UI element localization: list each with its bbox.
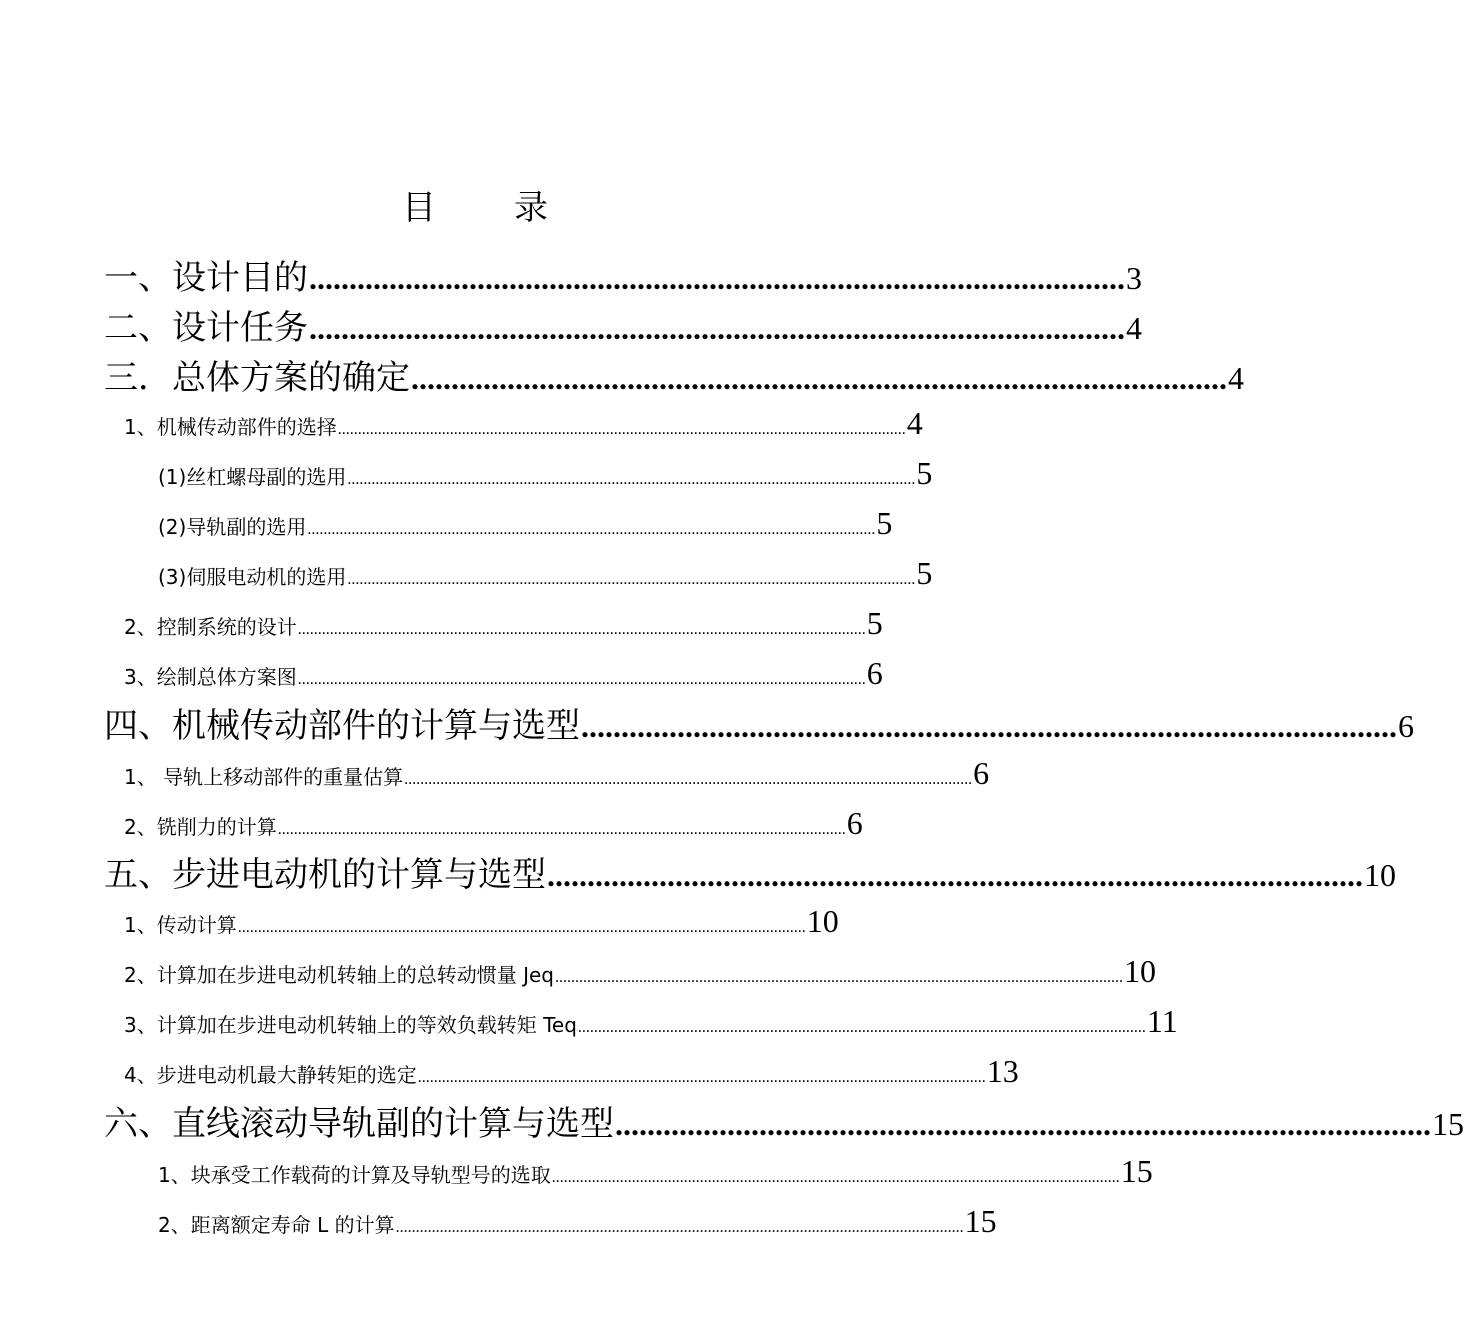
toc-leader-dots: ...................................................................................................... bbox=[411, 360, 1227, 396]
toc-entry[interactable] bbox=[124, 953, 1156, 990]
toc-entry-text: (1)丝杠螺母副的选用 bbox=[158, 465, 347, 489]
toc-entry[interactable] bbox=[124, 655, 883, 692]
toc-entry-page: 11 bbox=[1146, 1003, 1178, 1039]
toc-entry-page: 13 bbox=[986, 1053, 1019, 1089]
toc-entry-text: 一、设计目的 bbox=[104, 258, 308, 298]
toc-entry[interactable] bbox=[104, 250, 1142, 299]
toc-entry-text: 2、铣削力的计算 bbox=[124, 815, 277, 839]
toc-entry-text: 五、步进电动机的计算与选型 bbox=[104, 855, 546, 895]
toc-leader-dots: ...................................................................................................... bbox=[309, 310, 1125, 346]
toc-entry-page: 6 bbox=[846, 805, 863, 841]
toc-entry-page: 4 bbox=[906, 405, 923, 441]
toc-leader-dots: .............................................................................................................................................. bbox=[237, 919, 806, 936]
toc-leader-dots: .............................................................................................................................................. bbox=[404, 771, 973, 788]
toc-entry[interactable] bbox=[158, 505, 893, 542]
toc-entry-text: 2、控制系统的设计 bbox=[124, 615, 297, 639]
toc-entry-page: 6 bbox=[973, 755, 990, 791]
toc-entry-page: 5 bbox=[876, 505, 893, 541]
toc-leader-dots: .............................................................................................................................................. bbox=[347, 571, 916, 588]
toc-leader-dots: .............................................................................................................................................. bbox=[297, 671, 866, 688]
toc-leader-dots: .............................................................................................................................................. bbox=[554, 969, 1123, 986]
toc-entry[interactable] bbox=[104, 350, 1244, 399]
toc-entry-page: 10 bbox=[1123, 953, 1156, 989]
toc-entry-page: 6 bbox=[1398, 708, 1414, 744]
toc-leader-dots: .............................................................................................................................................. bbox=[307, 521, 876, 538]
toc-entry[interactable] bbox=[158, 555, 933, 592]
toc-entry-page: 3 bbox=[1126, 260, 1142, 296]
toc-entry-page: 6 bbox=[866, 655, 883, 691]
toc-title-char-2: 录 bbox=[514, 188, 548, 228]
toc-entry-page: 15 bbox=[1432, 1106, 1464, 1142]
toc-entry-page: 10 bbox=[1364, 857, 1396, 893]
toc-leader-dots: ...................................................................................................... bbox=[547, 857, 1363, 893]
toc-entry-text: 2、距离额定寿命 L 的计算 bbox=[158, 1213, 395, 1237]
toc-entry-page: 4 bbox=[1126, 310, 1142, 346]
toc-leader-dots: .............................................................................................................................................. bbox=[417, 1069, 986, 1086]
toc-entry[interactable] bbox=[158, 1203, 997, 1240]
toc-leader-dots: .............................................................................................................................................. bbox=[337, 421, 906, 438]
toc-entry-page: 15 bbox=[964, 1203, 997, 1239]
toc-leader-dots: ...................................................................................................... bbox=[581, 708, 1397, 744]
toc-entry-page: 15 bbox=[1120, 1153, 1153, 1189]
toc-leader-dots: .............................................................................................................................................. bbox=[347, 471, 916, 488]
toc-entry-text: (2)导轨副的选用 bbox=[158, 515, 307, 539]
toc-entry[interactable] bbox=[124, 1003, 1178, 1040]
toc-entry[interactable] bbox=[124, 755, 990, 792]
toc-entry-page: 5 bbox=[866, 605, 883, 641]
toc-entry-text: 1、机械传动部件的选择 bbox=[124, 415, 337, 439]
toc-entry[interactable] bbox=[158, 455, 933, 492]
toc-entry[interactable] bbox=[124, 1053, 1019, 1090]
toc-entry[interactable] bbox=[124, 605, 883, 642]
toc-leader-dots: ...................................................................................................... bbox=[309, 260, 1125, 296]
toc-entry-page: 5 bbox=[916, 455, 933, 491]
toc-entry[interactable] bbox=[104, 300, 1142, 349]
toc-leader-dots: .............................................................................................................................................. bbox=[277, 821, 846, 838]
toc-entry-text: 3、绘制总体方案图 bbox=[124, 665, 297, 689]
toc-entry[interactable] bbox=[124, 405, 923, 442]
toc-entry-text: 2、计算加在步进电动机转轴上的总转动惯量 Jeq bbox=[124, 963, 554, 987]
toc-entry-text: 四、机械传动部件的计算与选型 bbox=[104, 706, 580, 746]
toc-entry[interactable] bbox=[104, 1096, 1464, 1145]
toc-entry-text: (3)伺服电动机的选用 bbox=[158, 565, 347, 589]
toc-entry[interactable] bbox=[158, 1153, 1153, 1190]
toc-entry-page: 4 bbox=[1228, 360, 1244, 396]
toc-entry-text: 三．总体方案的确定 bbox=[104, 358, 410, 398]
toc-entry-text: 1、 导轨上移动部件的重量估算 bbox=[124, 765, 404, 789]
toc-entry-page: 5 bbox=[916, 555, 933, 591]
toc-entry[interactable] bbox=[104, 847, 1396, 896]
toc-entry-text: 3、计算加在步进电动机转轴上的等效负载转矩 Teq bbox=[124, 1013, 577, 1037]
toc-leader-dots: .............................................................................................................................................. bbox=[297, 621, 866, 638]
toc-entry[interactable] bbox=[124, 903, 839, 940]
toc-title-char-1: 目 bbox=[402, 188, 436, 228]
toc-entry-text: 二、设计任务 bbox=[104, 308, 308, 348]
toc-entry-page: 10 bbox=[806, 903, 839, 939]
toc-entry[interactable] bbox=[104, 698, 1414, 747]
toc-leader-dots: ...................................................................................................... bbox=[615, 1106, 1431, 1142]
toc-title bbox=[0, 180, 950, 229]
toc-leader-dots: .............................................................................................................................................. bbox=[577, 1019, 1146, 1036]
toc-entry-text: 1、传动计算 bbox=[124, 913, 237, 937]
toc-entry-text: 1、块承受工作载荷的计算及导轨型号的选取 bbox=[158, 1163, 551, 1187]
toc-entry-text: 六、直线滚动导轨副的计算与选型 bbox=[104, 1104, 614, 1144]
toc-leader-dots: .............................................................................................................................................. bbox=[551, 1169, 1120, 1186]
toc-leader-dots: .............................................................................................................................................. bbox=[395, 1219, 964, 1236]
toc-entry[interactable] bbox=[124, 805, 863, 842]
toc-entry-text: 4、步进电动机最大静转矩的选定 bbox=[124, 1063, 417, 1087]
